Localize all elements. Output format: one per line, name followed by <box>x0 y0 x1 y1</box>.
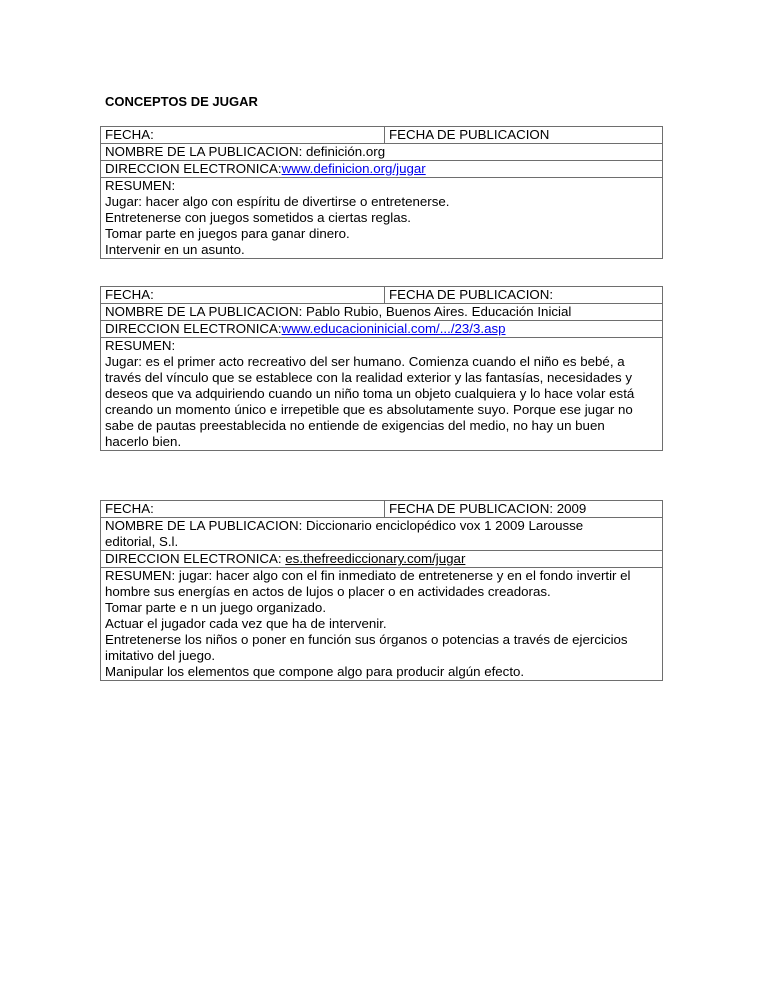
resumen-line: Entretenerse con juegos sometidos a ciertas reglas. <box>105 210 411 225</box>
resumen-line: Tomar parte e n un juego organizado. <box>105 600 327 615</box>
direccion-link[interactable]: www.definicion.org/jugar <box>281 161 426 176</box>
direccion-electronica-cell <box>101 161 663 178</box>
fecha-label: FECHA: <box>105 287 154 302</box>
record-table-1 <box>100 126 663 259</box>
nombre-publicacion-cell <box>101 518 663 551</box>
nombre-label: NOMBRE DE LA PUBLICACION: <box>105 304 303 319</box>
fecha-publicacion-label: FECHA DE PUBLICACION: 2009 <box>389 501 587 516</box>
nombre-line: NOMBRE DE LA PUBLICACION: Diccionario enciclopédico vox 1 2009 Larousse <box>105 518 584 533</box>
resumen-cell <box>101 178 663 259</box>
direccion-label: DIRECCION ELECTRONICA: <box>105 321 282 336</box>
resumen-line: través del vínculo que se establece con la realidad exterior y las fantasías, necesidades y <box>105 370 633 385</box>
record-table-3 <box>100 500 663 681</box>
nombre-publicacion-cell <box>101 304 663 321</box>
direccion-link[interactable]: www.educacioninicial.com/.../23/3.asp <box>281 321 506 336</box>
fecha-publicacion-cell <box>385 127 663 144</box>
resumen-line: sabe de pautas preestablecida no entiende de exigencias del medio, no hay un buen <box>105 418 605 433</box>
resumen-line: Tomar parte en juegos para ganar dinero. <box>105 226 350 241</box>
nombre-value: Pablo Rubio, Buenos Aires. Educación Inicial <box>306 304 572 319</box>
direccion-electronica-cell <box>101 321 663 338</box>
fecha-publicacion-cell <box>385 501 663 518</box>
direccion-electronica-cell <box>101 551 663 568</box>
record-table-2 <box>100 286 663 451</box>
resumen-line: Actuar el jugador cada vez que ha de intervenir. <box>105 616 387 631</box>
nombre-value: definición.org <box>306 144 386 159</box>
resumen-line: creando un momento único e irrepetible que es absolutamente suyo. Porque ese jugar no <box>105 402 633 417</box>
fecha-cell <box>101 287 385 304</box>
resumen-label: RESUMEN: <box>105 178 176 193</box>
resumen-line: Manipular los elementos que compone algo para producir algún efecto. <box>105 664 525 679</box>
nombre-publicacion-cell <box>101 144 663 161</box>
resumen-cell <box>101 338 663 451</box>
resumen-line: Intervenir en un asunto. <box>105 242 245 257</box>
resumen-line: Jugar: es el primer acto recreativo del ser humano. Comienza cuando el niño es bebé, a <box>105 354 625 369</box>
fecha-publicacion-label: FECHA DE PUBLICACION: <box>389 287 554 302</box>
resumen-line: imitativo del juego. <box>105 648 216 663</box>
resumen-line: Entretenerse los niños o poner en función sus órganos o potencias a través de ejercicios <box>105 632 628 647</box>
fecha-publicacion-cell <box>385 287 663 304</box>
fecha-cell <box>101 501 385 518</box>
resumen-line: hacerlo bien. <box>105 434 182 449</box>
fecha-cell <box>101 127 385 144</box>
resumen-line: Jugar: hacer algo con espíritu de divertirse o entretenerse. <box>105 194 450 209</box>
direccion-link[interactable]: es.thefreediccionary.com/jugar <box>285 551 466 566</box>
fecha-publicacion-label: FECHA DE PUBLICACION <box>389 127 550 142</box>
nombre-label: NOMBRE DE LA PUBLICACION: <box>105 144 303 159</box>
nombre-line: editorial, S.l. <box>105 534 179 549</box>
fecha-label: FECHA: <box>105 501 154 516</box>
resumen-cell <box>101 568 663 681</box>
fecha-label: FECHA: <box>105 127 154 142</box>
direccion-label: DIRECCION ELECTRONICA: <box>105 161 282 176</box>
resumen-line: RESUMEN: jugar: hacer algo con el fin inmediato de entretenerse y en el fondo invertir el <box>105 568 631 583</box>
direccion-label: DIRECCION ELECTRONICA: <box>105 551 286 566</box>
resumen-line: deseos que va adquiriendo cuando un niño toma un objeto cualquiera y lo hace volar está <box>105 386 635 401</box>
document-title: CONCEPTOS DE JUGAR <box>105 94 258 109</box>
resumen-label: RESUMEN: <box>105 338 176 353</box>
resumen-line: hombre sus energías en actos de lujos o placer o en actividades creadoras. <box>105 584 551 599</box>
